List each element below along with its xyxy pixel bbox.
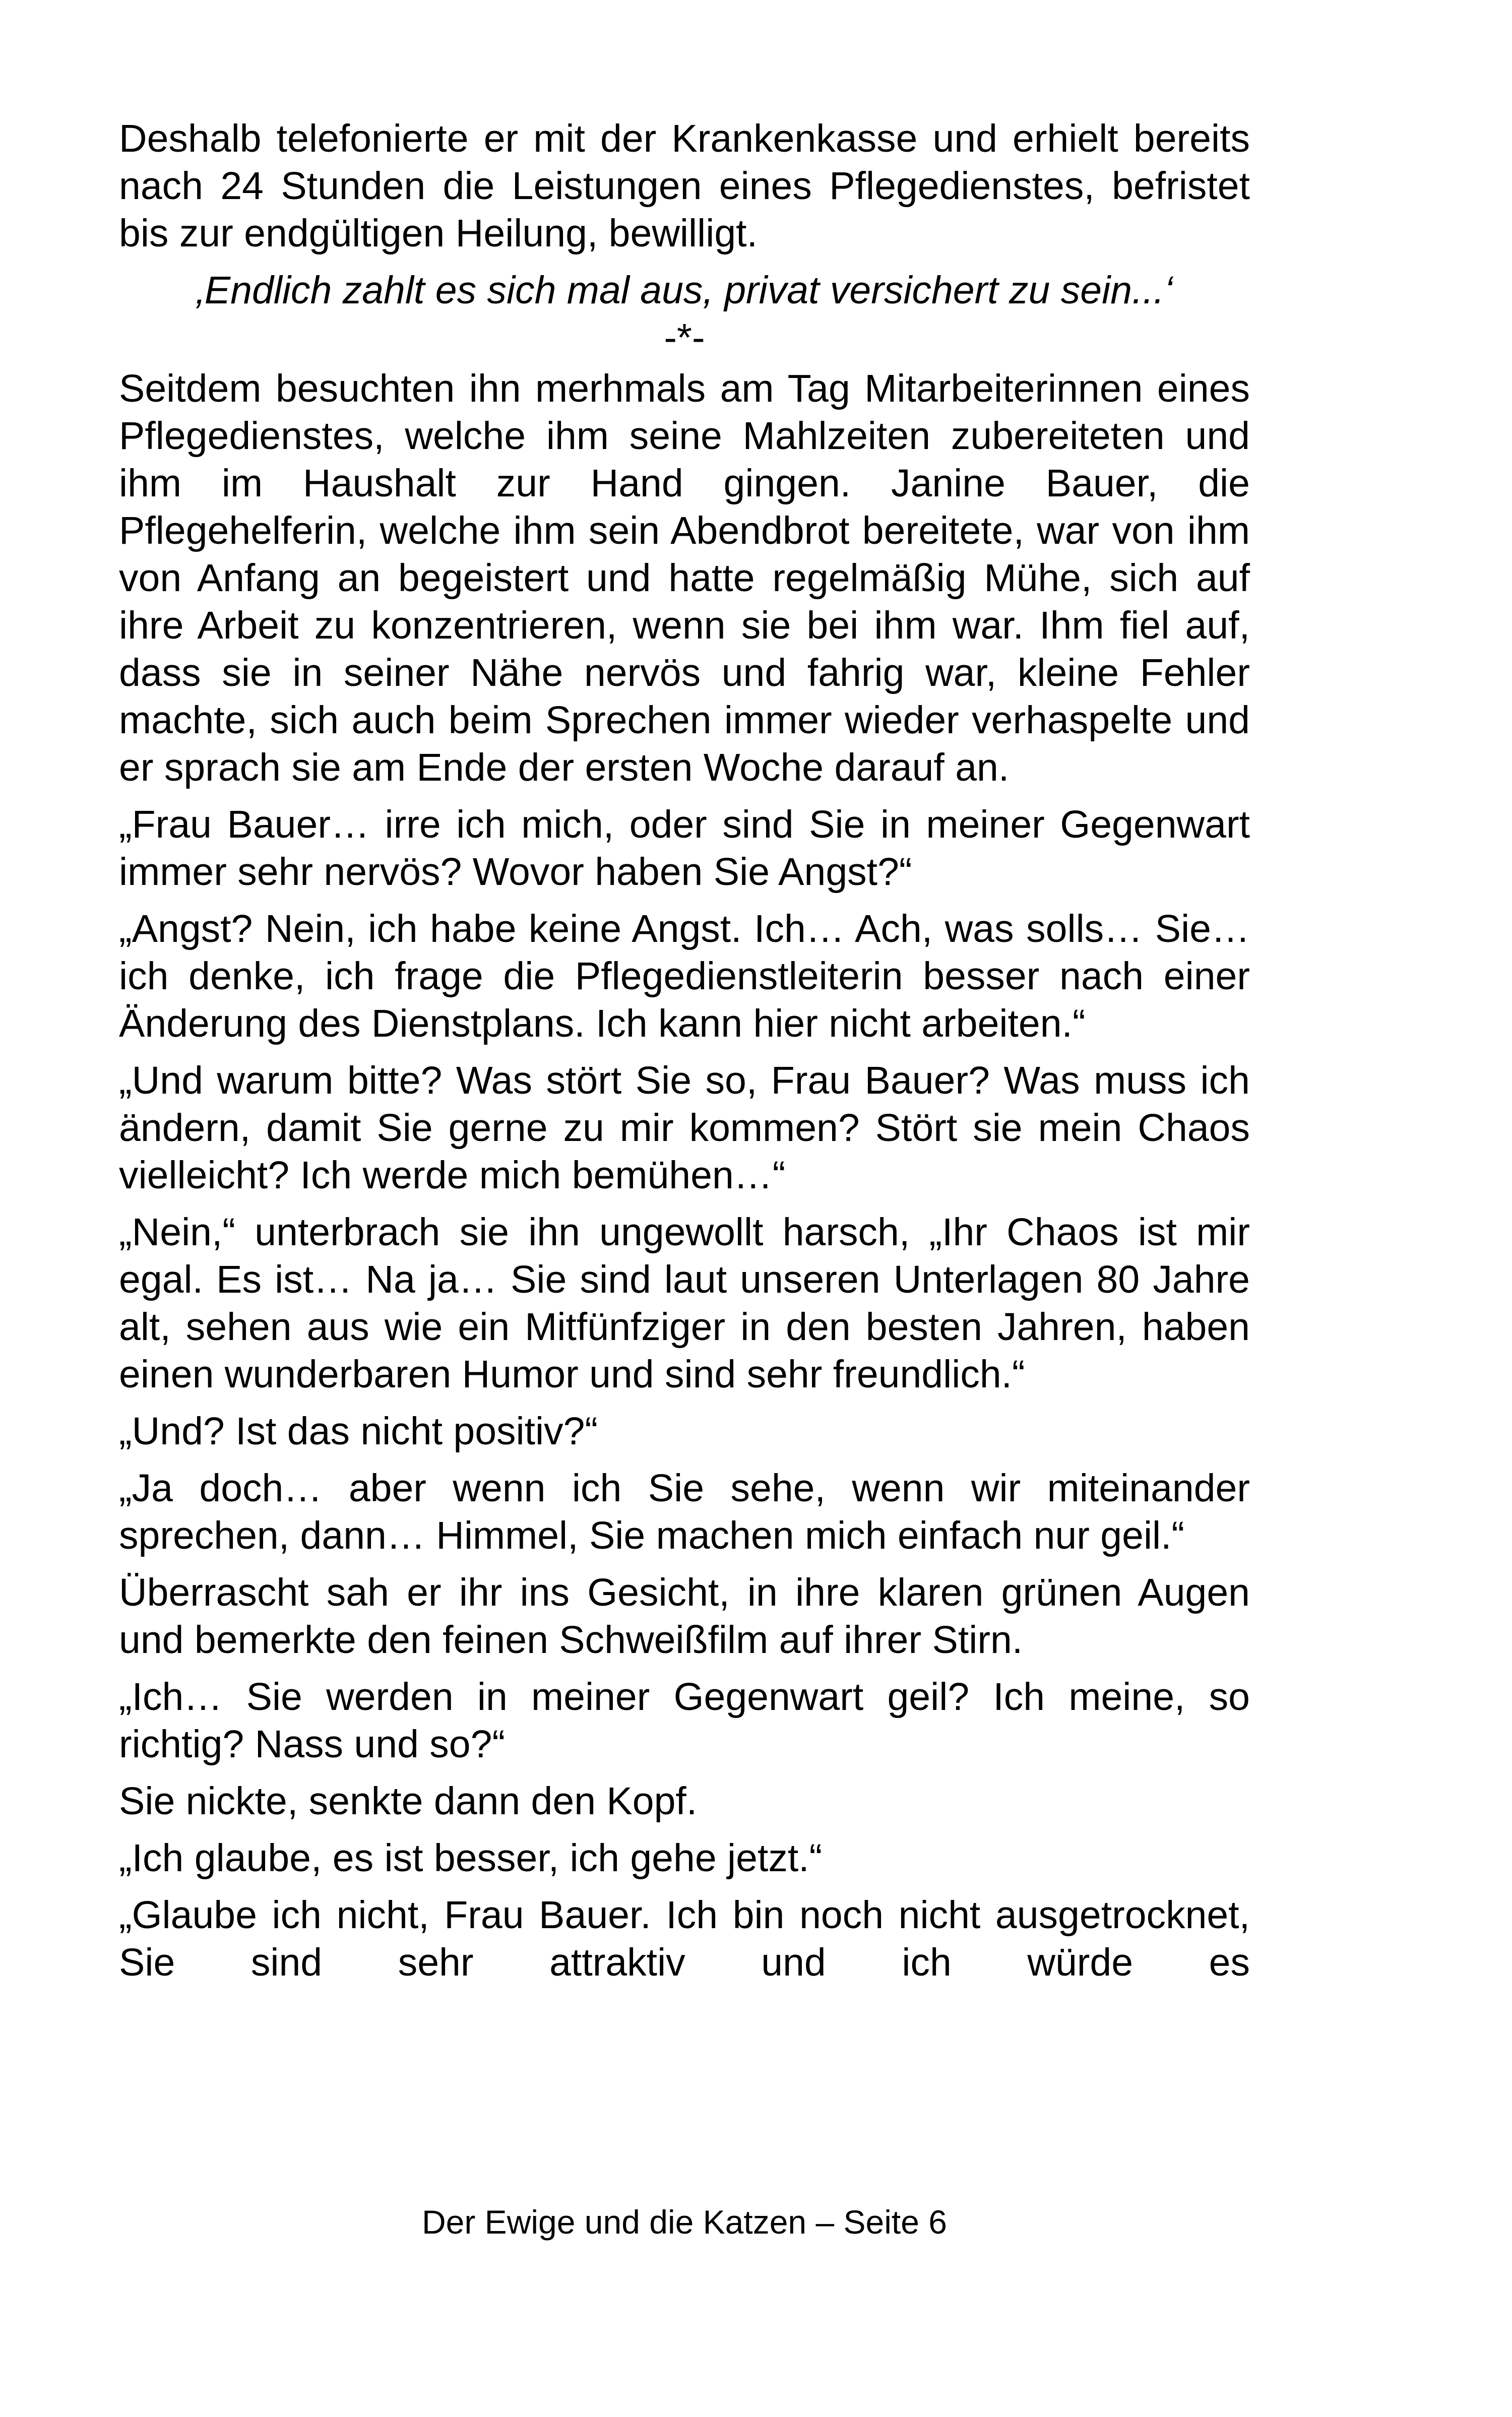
body-text [119,115,1250,1996]
section-separator: -*- [664,316,705,359]
paragraph: „Angst? Nein, ich habe keine Angst. Ich… Ach, was solls… Sie… ich denke, ich frage die Pflegedienstleiterin besser nach einer Änderung des Dienstplans. Ich kann hier nicht arbeiten.“ [119,907,1250,1045]
paragraph: Überrascht sah er ihr ins Gesicht, in ihre klaren grünen Augen und bemerkte den feinen Schweißfilm auf ihrer Stirn. [119,1571,1250,1662]
paragraph: „Und warum bitte? Was stört Sie so, Frau Bauer? Was muss ich ändern, damit Sie gerne zu mir kommen? Stört sie mein Chaos vielleicht? Ich werde mich bemühen…“ [119,1059,1250,1197]
paragraph: Seitdem besuchten ihn merhmals am Tag Mitarbeiterinnen eines Pflegedienstes, welche ihm seine Mahlzeiten zubereiteten und ihm im Haushalt zur Hand gingen. Janine Bauer, die Pflegehelferin, welche ihm sein Abendbrot bereitete, war von ihm von Anfang an begeistert und hatte regelmäßig Mühe, sich auf ihre Arbeit zu konzentrieren, wenn sie bei ihm war. Ihm fiel auf, dass sie in seiner Nähe nervös und fahrig war, kleine Fehler machte, sich auch beim Sprechen immer wieder verhaspelte und er sprach sie am Ende der ersten Woche darauf an. [119,367,1250,789]
paragraph: „Ich… Sie werden in meiner Gegenwart geil? Ich meine, so richtig? Nass und so?“ [119,1675,1250,1766]
paragraph: „Ich glaube, es ist besser, ich gehe jetzt.“ [119,1836,823,1880]
paragraph: „Und? Ist das nicht positiv?“ [119,1410,598,1453]
paragraph: „Glaube ich nicht, Frau Bauer. Ich bin noch nicht ausgetrocknet, Sie sind sehr attraktiv und ich würde es [119,1893,1250,1984]
page-footer: Der Ewige und die Katzen – Seite 6 [422,2203,947,2241]
italic-thought-line: ‚Endlich zahlt es sich mal aus, privat versichert zu sein...‘ [196,269,1173,312]
paragraph: Deshalb telefonierte er mit der Krankenkasse und erhielt bereits nach 24 Stunden die Leistungen eines Pflegedienstes, befristet bis zur endgültigen Heilung, bewilligt. [119,117,1250,255]
paragraph: „Nein,“ unterbrach sie ihn ungewollt harsch, „Ihr Chaos ist mir egal. Es ist… Na ja… Sie sind laut unseren Unterlagen 80 Jahre alt, sehen aus wie ein Mitfünfziger in den besten Jahren, haben einen wunderbaren Humor und sind sehr freundlich.“ [119,1211,1250,1396]
paragraph: Sie nickte, senkte dann den Kopf. [119,1779,698,1823]
paragraph: „Ja doch… aber wenn ich Sie sehe, wenn wir miteinander sprechen, dann… Himmel, Sie machen mich einfach nur geil.“ [119,1467,1250,1557]
paragraph: „Frau Bauer… irre ich mich, oder sind Sie in meiner Gegenwart immer sehr nervös? Wovor haben Sie Angst?“ [119,803,1250,894]
